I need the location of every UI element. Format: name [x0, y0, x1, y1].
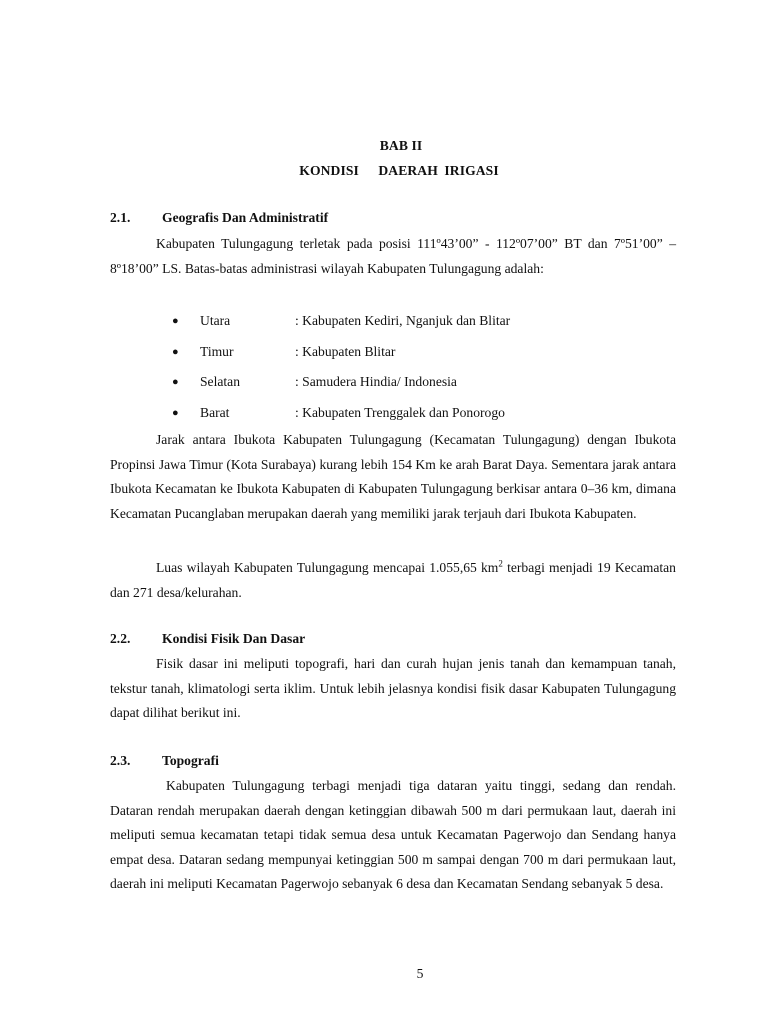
bullet-icon: ●: [172, 315, 179, 327]
boundary-list: [172, 311, 510, 433]
section-title: Geografis Dan Administratif: [162, 210, 329, 225]
bullet-icon: ●: [172, 345, 179, 358]
paragraph-distance: [110, 428, 676, 526]
boundary-value: : Kabupaten Trenggalek dan Ponorogo: [295, 404, 505, 420]
paragraph-physical: [110, 652, 676, 726]
paragraph-area: [110, 556, 676, 605]
list-item: [172, 372, 510, 403]
section-title: Kondisi Fisik Dan Dasar: [162, 631, 306, 646]
paragraph-topography: [110, 774, 676, 897]
document-page: [110, 0, 676, 1024]
paragraph-text: terbagi menjadi 19 Kecamatan dan 271 desa/kelurahan.: [110, 560, 676, 600]
boundary-value: : Kabupaten Blitar: [295, 343, 396, 359]
boundary-label: Timur: [200, 343, 234, 359]
list-item: [172, 311, 510, 342]
section-title: Topografi: [162, 753, 219, 768]
section-number: 2.3.: [110, 753, 131, 768]
bullet-icon: ●: [172, 406, 179, 419]
superscript: 2: [498, 558, 503, 569]
section-heading-2-3: [110, 753, 219, 769]
paragraph-location: [110, 232, 676, 281]
chapter-title: KONDISI DAERAH IRIGASI: [299, 163, 499, 178]
paragraph-text: Kabupaten Tulungagung terletak pada posisi 111º43’00” - 112º07’00” BT dan 7º51’00” – 8º18’00” LS. Batas-batas administrasi wilayah Kabupaten Tulungagung adalah:: [110, 236, 676, 276]
section-heading-2-2: [110, 631, 305, 647]
boundary-value: : Samudera Hindia/ Indonesia: [295, 374, 457, 389]
paragraph-text: Fisik dasar ini meliputi topografi, hari dan curah hujan jenis tanah dan kemampuan tanah, tekstur tanah, klimatologi serta iklim. Untuk lebih jelasnya kondisi fisik dasar Kabupaten Tulungagung dapat dilihat berikut ini.: [110, 656, 676, 720]
section-number: 2.1.: [110, 210, 131, 225]
boundary-value: : Kabupaten Kediri, Nganjuk dan Blitar: [295, 313, 511, 328]
section-heading-2-1: [110, 210, 328, 226]
boundary-label: Selatan: [200, 374, 241, 389]
bullet-icon: ●: [172, 376, 179, 388]
section-number: 2.2.: [110, 631, 131, 646]
page-number: 5: [416, 966, 424, 981]
paragraph-text: Luas wilayah Kabupaten Tulungagung mencapai 1.055,65 km: [156, 560, 499, 575]
boundary-label: Barat: [200, 404, 230, 420]
paragraph-text: Kabupaten Tulungagung terbagi menjadi tiga dataran yaitu tinggi, sedang dan rendah. Dataran rendah merupakan daerah dengan ketinggian dibawah 500 m dari permukaan laut, daerah ini meliputi semua kecamatan tetapi tidak semua desa untuk Kecamatan Pagerwojo dan Sendang hanya empat desa. Dataran sedang mempunyai ketinggian 500 m sampai dengan 700 m dari permukaan laut, daerah ini meliputi Kecamatan Pagerwojo sebanyak 6 desa dan Kecamatan Sendang sebanyak 5 desa.: [110, 778, 676, 891]
paragraph-text: Jarak antara Ibukota Kabupaten Tulungagung (Kecamatan Tulungagung) dengan Ibukota Propinsi Jawa Timur (Kota Surabaya) kurang lebih 154 Km ke arah Barat Daya. Sementara jarak antara Ibukota Kecamatan ke Ibukota Kabupaten di Kabupaten Tulungagung berkisar antara 0–36 km, dimana Kecamatan Pucanglaban merupakan daerah yang memiliki jarak terjauh dari Ibukota Kabupaten.: [110, 432, 676, 521]
chapter-label: BAB II: [379, 138, 423, 153]
list-item: [172, 342, 510, 373]
boundary-label: Utara: [200, 313, 231, 328]
